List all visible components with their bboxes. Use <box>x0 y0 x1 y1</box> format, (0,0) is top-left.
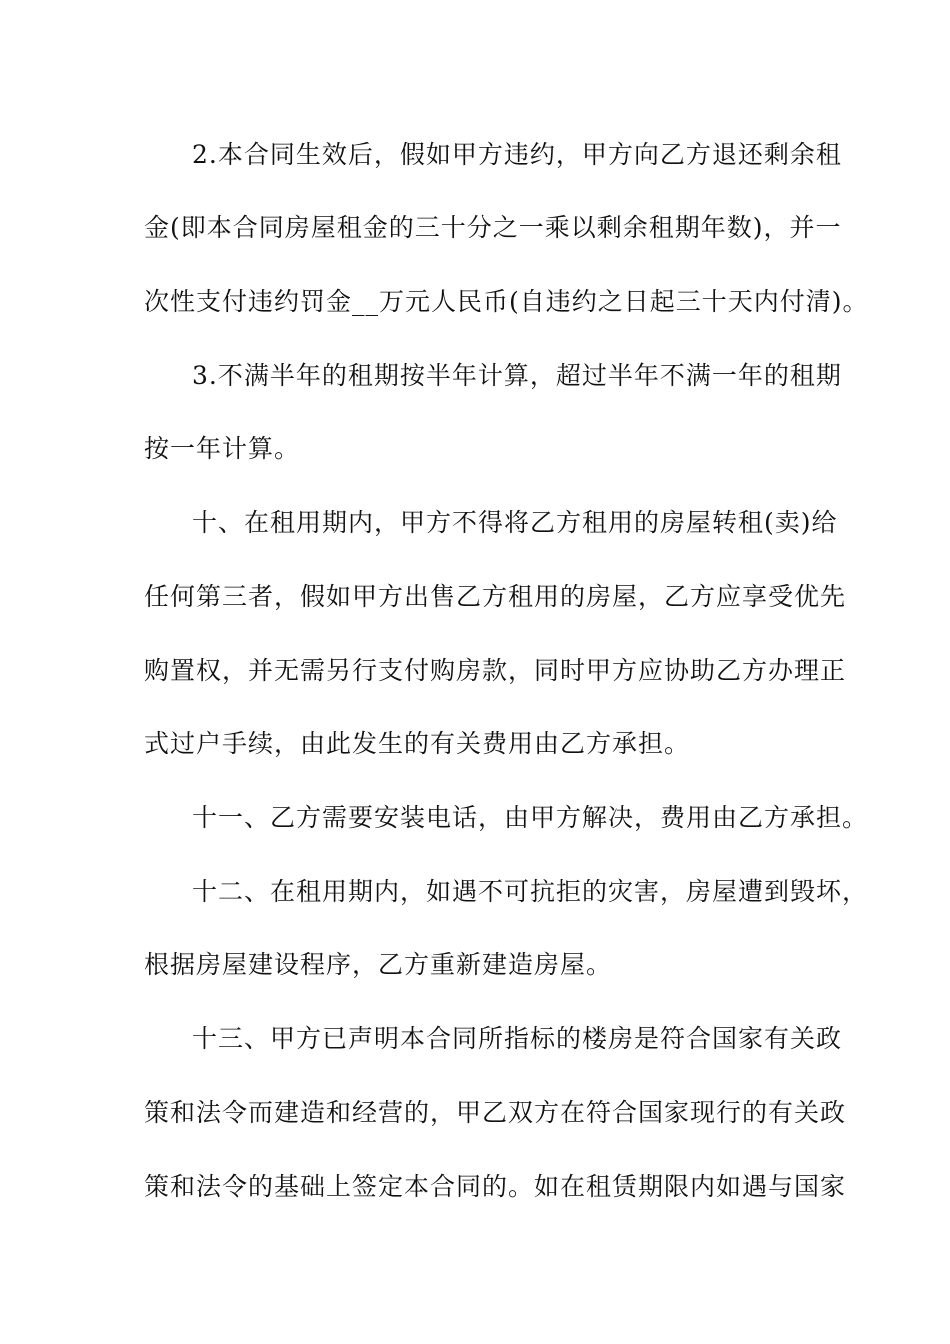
text-line: 根据房屋建设程序，乙方重新建造房屋。 <box>144 950 613 979</box>
text-line: 次性支付违约罚金__万元人民币(自违约之日起三十天内付清)。 <box>144 287 869 316</box>
text-line: 式过户手续，由此发生的有关费用由乙方承担。 <box>144 729 691 758</box>
text-line: 十三、甲方已声明本合同所指标的楼房是符合国家有关政 <box>192 1024 843 1053</box>
text-line: 任何第三者，假如甲方出售乙方租用的房屋，乙方应享受优先 <box>144 582 847 611</box>
text-line: 按一年计算。 <box>144 434 301 463</box>
text-line: 3.不满半年的租期按半年计算，超过半年不满一年的租期 <box>192 361 842 390</box>
text-line: 2.本合同生效后，假如甲方违约，甲方向乙方退还剩余租 <box>192 140 842 169</box>
text-line: 十一、乙方需要安装电话，由甲方解决，费用由乙方承担。 <box>192 803 869 832</box>
text-line: 购置权，并无需另行支付购房款，同时甲方应协助乙方办理正 <box>144 656 847 685</box>
text-line: 策和法令而建造和经营的，甲乙双方在符合国家现行的有关政 <box>144 1098 847 1127</box>
text-line: 金(即本合同房屋租金的三十分之一乘以剩余租期年数)，并一 <box>144 213 842 242</box>
text-line: 十、在租用期内，甲方不得将乙方租用的房屋转租(卖)给 <box>192 508 838 537</box>
text-line: 策和法令的基础上签定本合同的。如在租赁期限内如遇与国家 <box>144 1172 847 1201</box>
text-line: 十二、在租用期内，如遇不可抗拒的灾害，房屋遭到毁坏， <box>192 877 869 906</box>
